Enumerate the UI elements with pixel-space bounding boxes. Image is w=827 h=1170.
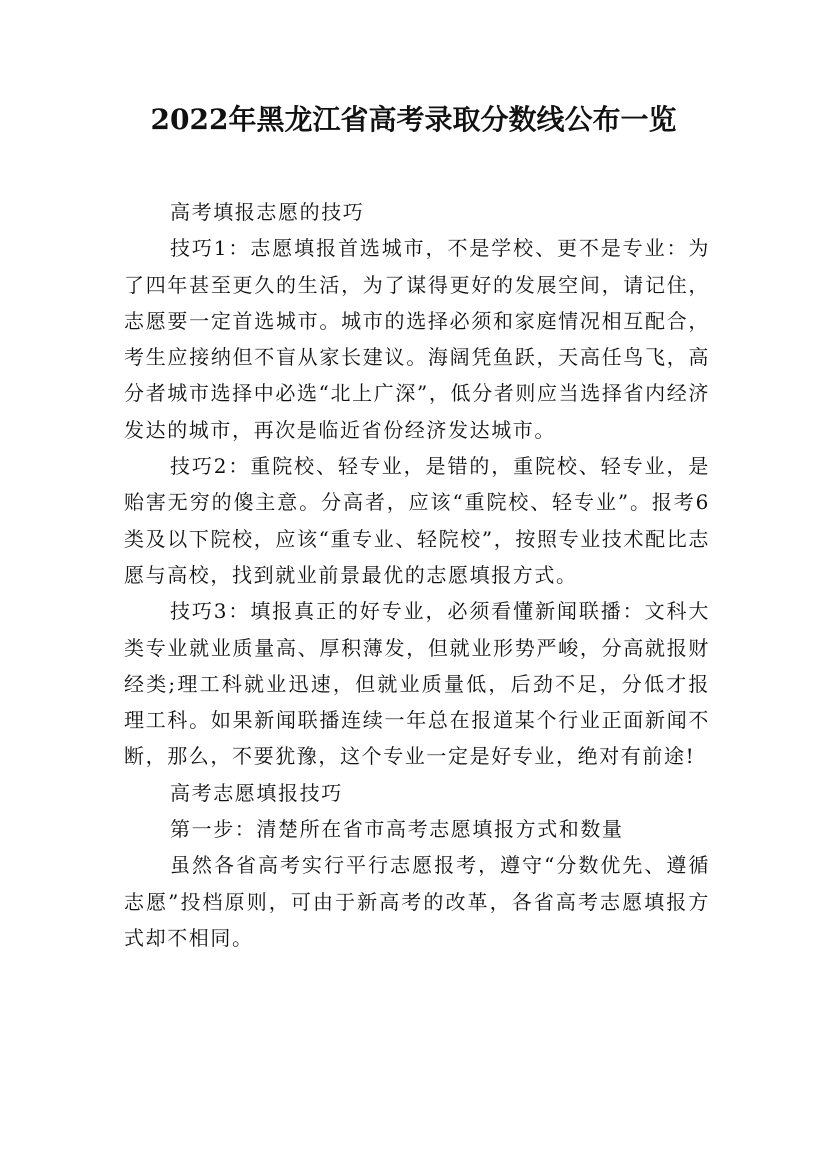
document-body xyxy=(124,194,710,956)
paragraph-tip-3: 技巧3：填报真正的好专业，必须看懂新闻联播：文科大类专业就业质量高、厚积薄发，但就业形势严峻，分高就报财经类;理工科就业迅速，但就业质量低，后劲不足，分低才报理工科。如果新闻联播连续一年总在报道某个行业正面新闻不断，那么，不要犹豫，这个专业一定是好专业，绝对有前途! xyxy=(124,599,710,769)
section-heading-tips: 高考填报志愿的技巧 xyxy=(170,200,365,224)
paragraph-step-1: 第一步：清楚所在省市高考志愿填报方式和数量 xyxy=(170,817,624,842)
section-heading-skills: 高考志愿填报技巧 xyxy=(170,780,343,805)
paragraph-step-1-detail: 虽然各省高考实行平行志愿报考，遵守“分数优先、遵循志愿”投档原则，可由于新高考的改革，各省高考志愿填报方式却不相同。 xyxy=(124,853,710,950)
paragraph-tip-2: 技巧2：重院校、轻专业，是错的，重院校、轻专业，是贻害无穷的傻主意。分高者，应该“重院校、轻专业”。报考6类及以下院校，应该“重专业、轻院校”，按照专业技术配比志愿与高校，找到就业前景最优的志愿填报方式。 xyxy=(124,454,710,587)
paragraph-tip-1: 技巧1：志愿填报首选城市，不是学校、更不是专业：为了四年甚至更久的生活，为了谋得更好的发展空间，请记住，志愿要一定首选城市。城市的选择必须和家庭情况相互配合，考生应接纳但不盲从家长建议。海阔凭鱼跃，天高任鸟飞，高分者城市选择中必选“北上广深”，低分者则应当选择省内经济发达的城市，再次是临近省份经济发达城市。 xyxy=(124,236,710,442)
document-title: 2022年黑龙江省高考录取分数线公布一览 xyxy=(150,103,677,136)
